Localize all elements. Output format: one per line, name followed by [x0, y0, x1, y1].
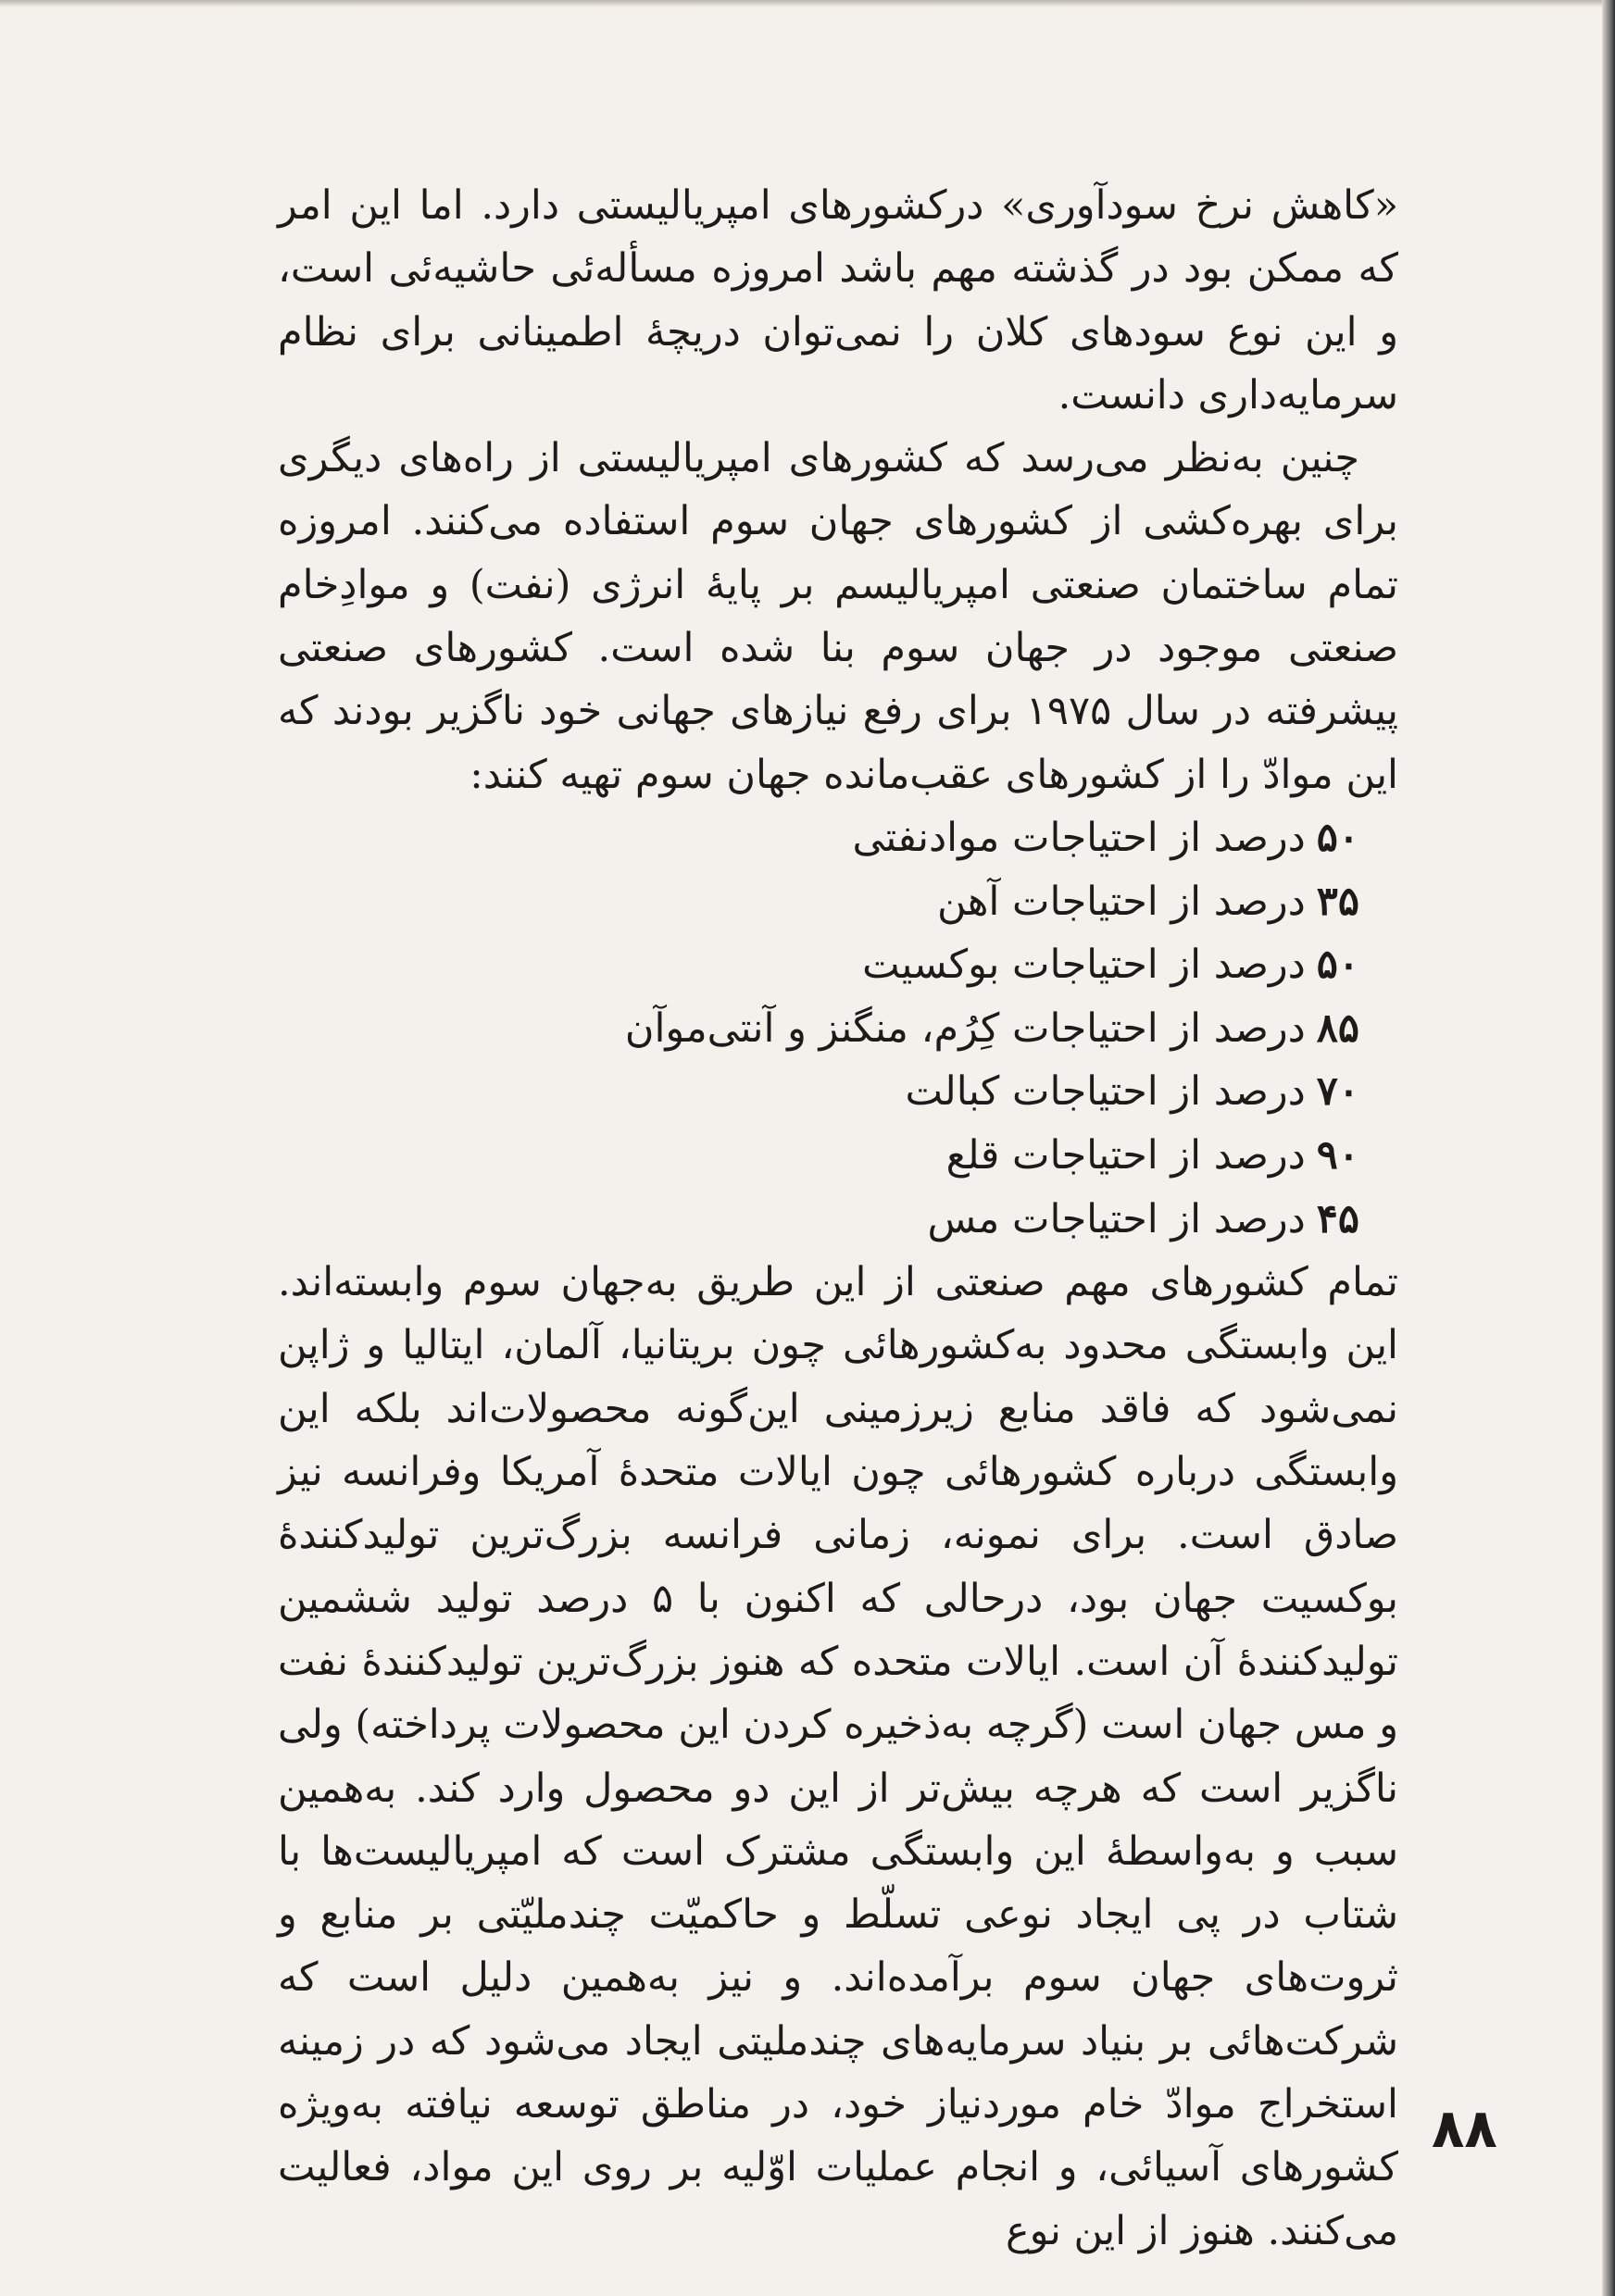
list-item-text: درصد از احتیاجات کِرُم، منگنز و آنتی‌موآن: [624, 1004, 1306, 1052]
list-item-percent: ۹۰: [1316, 1131, 1359, 1179]
list-item: [278, 1188, 1398, 1252]
paragraph-1: «کاهش نرخ سودآوری» درکشورهای امپریالیستی دارد. اما این امر که ممکن بود در گذشته مهم باشد امروزه مسأله‌ئی حاشیه‌ئی است، و این نوع سودهای کلان را نمی‌توان دریچهٔ اطمینانی برای نظام سرمایه‌داری دانست.: [278, 182, 1398, 418]
scan-right-edge: [1602, 0, 1615, 2296]
list-item-percent: ۷۰: [1316, 1068, 1359, 1116]
list-item-text: درصد از احتیاجات آهن: [936, 878, 1306, 925]
list-item-percent: ۵۰: [1316, 942, 1359, 989]
list-item-percent: ۴۵: [1316, 1195, 1359, 1242]
paragraph-3: تمام کشورهای مهم صنعتی از این طریق به‌جهان سوم وابسته‌اند. این وابستگی محدود به‌کشورهائی چون بریتانیا، آلمان، ایتالیا و ژاپن نمی‌شود که فاقد منابع زیرزمینی این‌گونه محصولات‌اند بلکه این وابستگی درباره کشورهائی چون ایالات متحدهٔ آمریکا وفرانسه نیز صادق است. برای نمونه، زمانی فرانسه بزرگ‌ترین تولیدکنندهٔ بوکسیت جهان بود، درحالی که اکنون با ۵ درصد تولید ششمین تولیدکنندهٔ آن است. ایالات متحده که هنوز بزرگ‌ترین تولیدکنندهٔ نفت و مس جهان است (گرچه به‌ذخیره کردن این محصولات پرداخته) ولی ناگزیر است که هرچه بیش‌تر از این دو محصول وارد کند. به‌همین سبب و به‌واسطهٔ این وابستگی مشترک است که امپریالیست‌ها با شتاب در پی ایجاد نوعی تسلّط و حاکمیّت چندملیّتی بر منابع و ثروت‌های جهان سوم برآمده‌اند. و نیز به‌همین دلیل است که شرکت‌هائی بر بنیاد سرمایه‌های چندملیتی ایجاد می‌شود که در زمینه استخراج موادّ خام موردنیاز خود، در مناطق توسعه نیافته به‌ویژه کشورهای آسیائی، و انجام عملیات اوّلیه بر روی این مواد، فعالیت می‌کنند. هنوز از این نوع: [278, 1259, 1398, 2254]
materials-list: [278, 806, 1398, 1251]
list-item-text: درصد از احتیاجات مس: [927, 1195, 1306, 1242]
paragraph-2: چنین به‌نظر می‌رسد که کشورهای امپریالیستی از راه‌های دیگری برای بهره‌کشی از کشورهای جهان سوم استفاده می‌کنند. امروزه تمام ساختمان صنعتی امپریالیسم بر پایهٔ انرژی (نفت) و موادِخام صنعتی موجود در جهان سوم بنا شده است. کشورهای صنعتی پیشرفته در سال ۱۹۷۵ برای رفع نیازهای جهانی خود ناگزیر بودند که این موادّ را از کشورهای عقب‌مانده جهان سوم تهیه کنند:: [278, 435, 1399, 798]
list-item-text: درصد از احتیاجات موادنفتی: [852, 814, 1306, 861]
list-item-percent: ۳۵: [1316, 878, 1359, 925]
list-item: [278, 1124, 1398, 1188]
list-item-text: درصد از احتیاجات کبالت: [905, 1068, 1306, 1116]
list-item-text: درصد از احتیاجات قلع: [945, 1131, 1306, 1179]
list-item: [278, 933, 1398, 997]
list-item: [278, 806, 1398, 870]
list-item-percent: ۸۵: [1316, 1004, 1359, 1052]
scan-top-shadow: [0, 0, 1602, 7]
list-item-percent: ۵۰: [1316, 814, 1359, 861]
list-item: [278, 997, 1398, 1061]
list-item-text: درصد از احتیاجات بوکسیت: [862, 942, 1306, 989]
page-number: ۸۸: [1432, 2097, 1497, 2160]
list-item: [278, 870, 1398, 934]
list-item: [278, 1060, 1398, 1124]
page-body: [278, 174, 1398, 2263]
